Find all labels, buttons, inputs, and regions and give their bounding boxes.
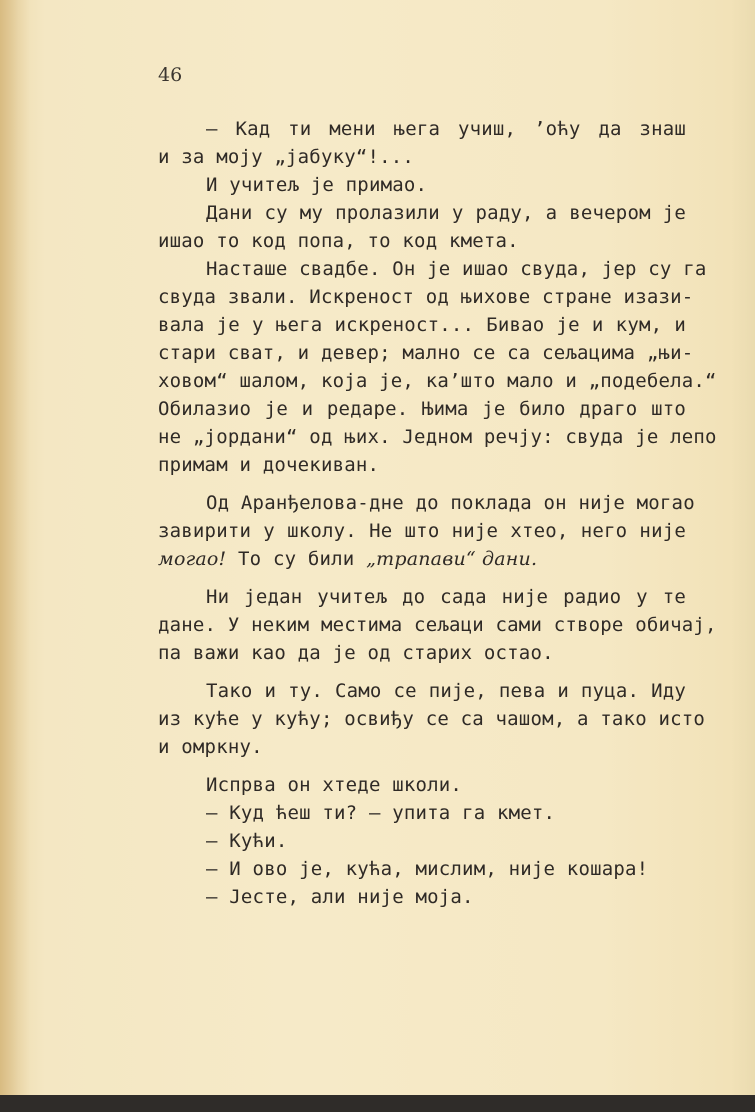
page-number: 46	[158, 64, 183, 86]
text-line: — Кад ти мени њега учиш, ’оћу да знаш	[206, 118, 686, 140]
text-line: вала је у њега искреност... Бивао је и кум, и	[158, 314, 686, 336]
text-line: — Куд ћеш ти? — упита га кмет.	[206, 802, 556, 824]
text-line: не „јордани“ од њих. Једном речју: свуда је лепо	[158, 426, 717, 448]
text-line: Тако и ту. Само се пије, пева и пуца. Иду	[206, 680, 686, 702]
body-text	[158, 115, 717, 911]
text-line: из куће у кућу; освиђу се са чашом, а тако исто	[158, 708, 706, 730]
text-line: стари сват, и девер; мално се са сељацима „њи-	[158, 342, 694, 364]
text-line: примам и дочекиван.	[158, 454, 380, 476]
text-line: — Јесте, али није моја.	[206, 886, 474, 908]
text-line: И учитељ је примао.	[206, 174, 428, 196]
text-line: и за моју „јабуку“!...	[158, 146, 415, 168]
text-line: — И ово је, кућа, мислим, није кошара!	[206, 858, 649, 880]
text-line: Од Аранђелова-дне до поклада он није могао	[206, 492, 695, 514]
plain-text: То су били	[226, 548, 367, 570]
text-line: Обилазио је и редаре. Њима је било драго што	[158, 398, 686, 420]
text-line: па важи као да је од старих остао.	[158, 642, 554, 664]
text-line: Дани су му пролазили у раду, а вечером је	[206, 202, 686, 224]
text-line: Насташе свадбе. Он је ишао свуда, јер су га	[206, 258, 707, 280]
text-line: завирити у школу. Не што није хтео, него није	[158, 520, 686, 542]
text-line-mixed	[158, 545, 686, 573]
text-line: ишао то код попа, то код кмета.	[158, 230, 519, 252]
text-line: дане. У неким местима сељаци сами створе обичај,	[158, 614, 717, 636]
scan-bottom-edge	[0, 1095, 755, 1112]
italic-text: могао!	[158, 548, 227, 570]
text-line: Ни један учитељ до сада није радио у те	[206, 586, 686, 608]
text-line: Испрва он хтеде школи.	[206, 774, 463, 796]
text-line: ховом“ шалом, која је, ка’што мало и „подебела.“	[158, 370, 717, 392]
text-line: — Кући.	[206, 830, 288, 852]
text-line: свуда звали. Искреност од њихове стране изази-	[158, 286, 694, 308]
italic-text: „трапави“ дани.	[366, 548, 538, 570]
text-line: и омркну.	[158, 736, 263, 758]
